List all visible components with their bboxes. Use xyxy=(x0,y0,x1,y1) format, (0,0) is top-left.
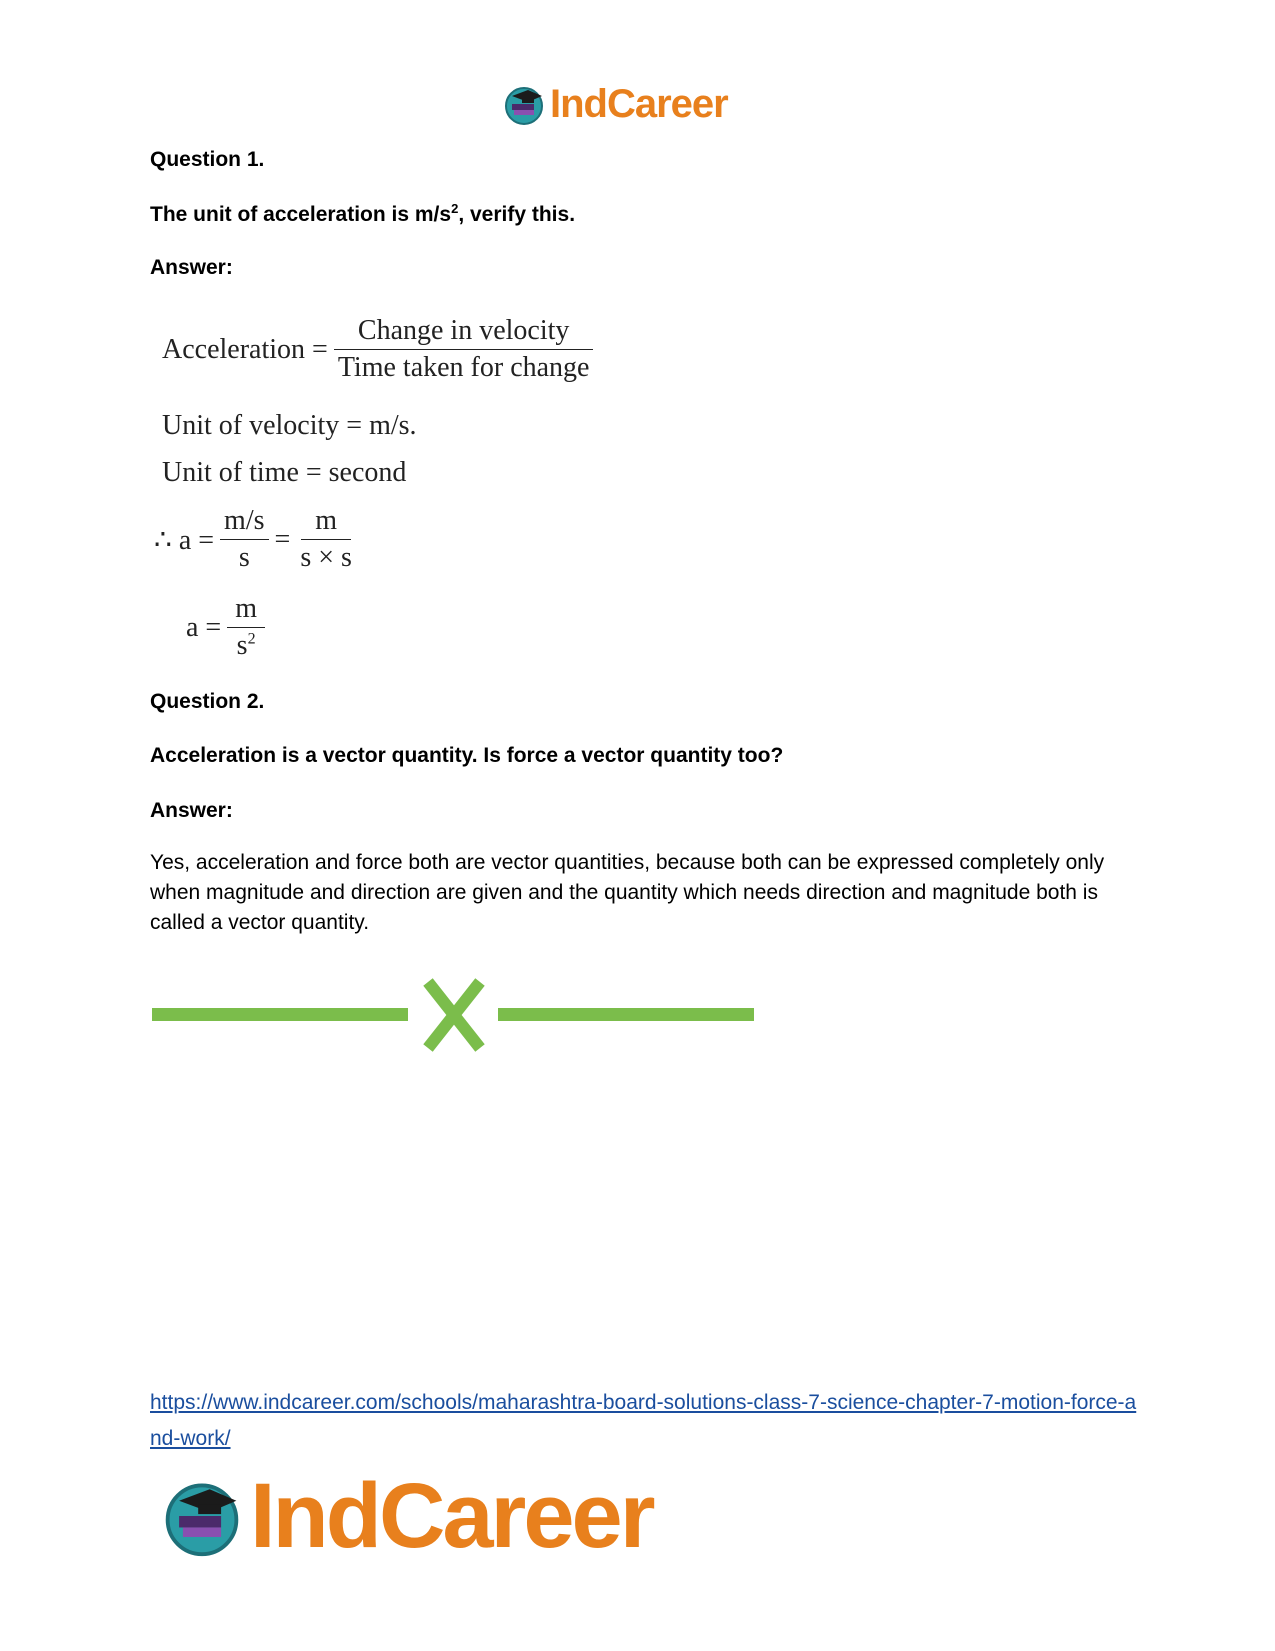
final-lhs: a = xyxy=(186,611,222,643)
footer-logo-text: IndCareer xyxy=(250,1464,653,1567)
fraction-2-numerator: m xyxy=(301,505,351,540)
question-2-text: Acceleration is a vector quantity. Is force a vector quantity too? xyxy=(150,744,784,767)
answer-2-text: Yes, acceleration and force both are vector quantities, because both can be expressed completely only when magnitude and direction are given and the quantity which needs direction and magnitude both is called a vector quantity. xyxy=(150,851,1105,934)
question-1-text-main: The unit of acceleration is m/s xyxy=(150,203,452,226)
question-1-text xyxy=(150,201,575,227)
fraction-ms-over-s xyxy=(220,505,268,574)
acceleration-lhs: Acceleration = xyxy=(162,333,328,365)
question-1-superscript: 2 xyxy=(451,201,459,216)
acceleration-equation xyxy=(162,315,593,384)
fraction-1-denominator: s xyxy=(238,542,250,573)
fraction-m-over-sxs xyxy=(296,505,356,574)
final-equation xyxy=(186,593,265,662)
equals-sign: = xyxy=(274,523,291,555)
header-logo-text: IndCareer xyxy=(550,81,728,126)
question-1-label: Question 1. xyxy=(150,148,265,171)
therefore-equation xyxy=(154,505,356,574)
footer-logo xyxy=(160,1464,653,1567)
final-numerator: m xyxy=(227,593,265,628)
answer-1-label: Answer: xyxy=(150,256,233,279)
acceleration-denominator: Time taken for change xyxy=(337,352,590,383)
answer-2-label: Answer: xyxy=(150,799,233,822)
fraction-2-denominator: s × s xyxy=(300,542,352,573)
separator-right-line xyxy=(498,1008,754,1021)
final-denominator xyxy=(233,628,260,662)
header-logo xyxy=(502,80,728,128)
graduation-globe-icon xyxy=(502,82,546,126)
unit-velocity-line: Unit of velocity = m/s. xyxy=(162,410,417,441)
question-1-text-end: , verify this. xyxy=(458,203,576,226)
separator-left-line xyxy=(152,1008,408,1021)
final-denominator-superscript: 2 xyxy=(247,630,256,648)
equation-panel xyxy=(150,315,630,665)
unit-time-line: Unit of time = second xyxy=(162,457,407,488)
question-2-label: Question 2. xyxy=(150,690,265,713)
graduation-globe-icon xyxy=(160,1474,244,1558)
separator-x-icon xyxy=(418,978,490,1052)
final-denominator-base: s xyxy=(236,630,248,661)
acceleration-numerator: Change in velocity xyxy=(334,315,594,350)
fraction-m-over-s-squared xyxy=(227,593,265,662)
therefore-lhs: ∴ a = xyxy=(154,524,215,556)
fraction-1-numerator: m/s xyxy=(220,505,268,540)
source-link[interactable]: https://www.indcareer.com/schools/maharashtra-board-solutions-class-7-science-chapter-7-motion-force-and-work/ xyxy=(150,1391,1137,1450)
acceleration-fraction xyxy=(334,315,594,384)
